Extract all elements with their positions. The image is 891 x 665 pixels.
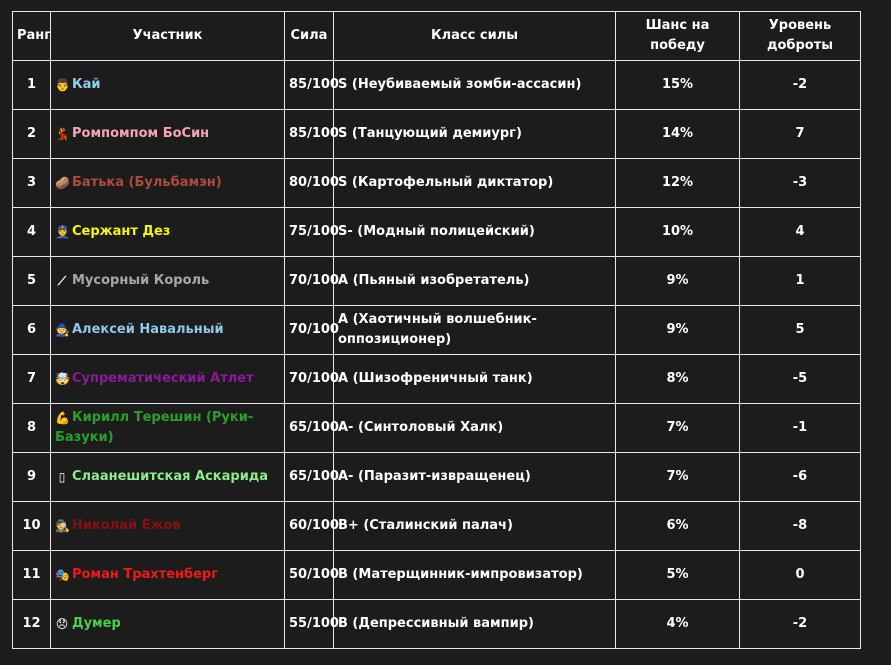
win-chance-cell: 15% bbox=[616, 61, 740, 110]
participant-name: Алексей Навальный bbox=[72, 322, 224, 337]
win-chance-cell: 5% bbox=[616, 551, 740, 600]
power-cell: 70/100 bbox=[285, 355, 334, 404]
power-class-cell: A (Шизофреничный танк) bbox=[334, 355, 616, 404]
win-chance-cell: 8% bbox=[616, 355, 740, 404]
participant-name: Мусорный Король bbox=[72, 273, 210, 288]
table-row bbox=[13, 600, 861, 649]
participant-cell bbox=[51, 257, 285, 306]
rank-cell: 4 bbox=[13, 208, 51, 257]
participant-name: Батька (Бульбамэн) bbox=[72, 175, 222, 190]
rank-cell: 10 bbox=[13, 502, 51, 551]
rank-cell: 3 bbox=[13, 159, 51, 208]
dancer-icon: 💃 bbox=[55, 127, 70, 141]
table-header-row bbox=[13, 12, 861, 61]
power-cell: 65/100 bbox=[285, 404, 334, 453]
table-row bbox=[13, 306, 861, 355]
power-class-cell: S- (Модный полицейский) bbox=[334, 208, 616, 257]
power-cell: 85/100 bbox=[285, 61, 334, 110]
table-row bbox=[13, 159, 861, 208]
table-row bbox=[13, 551, 861, 600]
participant-name: Кирилл Терешин (Руки-Базуки) bbox=[55, 410, 254, 445]
participant-name: Супрематический Атлет bbox=[72, 371, 254, 386]
win-chance-cell: 7% bbox=[616, 453, 740, 502]
win-chance-cell: 7% bbox=[616, 404, 740, 453]
power-cell: 70/100 bbox=[285, 306, 334, 355]
table-row bbox=[13, 502, 861, 551]
participant-name: Николай Ежов bbox=[72, 518, 181, 533]
participant-name: Кай bbox=[72, 77, 101, 92]
person-icon: 👨 bbox=[55, 78, 70, 92]
potato-icon: 🥔 bbox=[55, 176, 70, 190]
table-row bbox=[13, 61, 861, 110]
power-cell: 55/100 bbox=[285, 600, 334, 649]
kindness-cell: 1 bbox=[740, 257, 861, 306]
header-kindness: Уровень доброты bbox=[740, 12, 861, 61]
participant-cell bbox=[51, 502, 285, 551]
kindness-cell: -5 bbox=[740, 355, 861, 404]
kindness-cell: -2 bbox=[740, 600, 861, 649]
kindness-cell: -1 bbox=[740, 404, 861, 453]
participant-name: Слаанешитская Аскарида bbox=[72, 469, 269, 484]
rank-cell: 11 bbox=[13, 551, 51, 600]
kindness-cell: -3 bbox=[740, 159, 861, 208]
rank-cell: 2 bbox=[13, 110, 51, 159]
power-cell: 85/100 bbox=[285, 110, 334, 159]
participant-cell bbox=[51, 600, 285, 649]
participant-cell bbox=[51, 453, 285, 502]
participant-cell bbox=[51, 208, 285, 257]
power-class-cell: B (Матерщинник-импровизатор) bbox=[334, 551, 616, 600]
power-class-cell: A- (Синтоловый Халк) bbox=[334, 404, 616, 453]
ranking-table bbox=[12, 11, 861, 649]
power-class-cell: S (Картофельный диктатор) bbox=[334, 159, 616, 208]
participant-cell bbox=[51, 159, 285, 208]
table-row bbox=[13, 208, 861, 257]
rank-cell: 8 bbox=[13, 404, 51, 453]
kindness-cell: -6 bbox=[740, 453, 861, 502]
kindness-cell: 7 bbox=[740, 110, 861, 159]
participant-name: Роман Трахтенберг bbox=[72, 567, 219, 582]
power-class-cell: S (Танцующий демиург) bbox=[334, 110, 616, 159]
header-rank: Ранг bbox=[13, 12, 51, 61]
power-cell: 65/100 bbox=[285, 453, 334, 502]
power-class-cell: B (Депрессивный вампир) bbox=[334, 600, 616, 649]
win-chance-cell: 12% bbox=[616, 159, 740, 208]
participant-cell bbox=[51, 355, 285, 404]
table-row bbox=[13, 355, 861, 404]
officer-icon: 🕵 bbox=[55, 519, 70, 533]
sad-face-icon: 😞 bbox=[55, 617, 69, 631]
participant-cell bbox=[51, 551, 285, 600]
win-chance-cell: 9% bbox=[616, 257, 740, 306]
win-chance-cell: 6% bbox=[616, 502, 740, 551]
wand-icon: ⟋ bbox=[57, 274, 67, 288]
participant-cell bbox=[51, 110, 285, 159]
rank-cell: 1 bbox=[13, 61, 51, 110]
win-chance-cell: 9% bbox=[616, 306, 740, 355]
header-power-class: Класс силы bbox=[334, 12, 616, 61]
power-cell: 70/100 bbox=[285, 257, 334, 306]
kindness-cell: -2 bbox=[740, 61, 861, 110]
kindness-cell: 5 bbox=[740, 306, 861, 355]
kindness-cell: 4 bbox=[740, 208, 861, 257]
participant-name: Ромпомпом БоСин bbox=[72, 126, 210, 141]
muscle-icon: 💪 bbox=[55, 411, 70, 425]
power-cell: 50/100 bbox=[285, 551, 334, 600]
police-icon: 👮 bbox=[55, 225, 70, 239]
header-participant: Участник bbox=[51, 12, 285, 61]
power-class-cell: A (Хаотичный волшебник-оппозиционер) bbox=[334, 306, 616, 355]
brain-icon: 🤯 bbox=[55, 372, 70, 386]
kindness-cell: -8 bbox=[740, 502, 861, 551]
power-class-cell: B+ (Сталинский палач) bbox=[334, 502, 616, 551]
missing-glyph-icon: ▯ bbox=[58, 470, 66, 484]
header-power: Сила bbox=[285, 12, 334, 61]
participant-cell bbox=[51, 404, 285, 453]
theater-masks-icon: 🎭 bbox=[55, 568, 70, 582]
rank-cell: 5 bbox=[13, 257, 51, 306]
participant-name: Сержант Дез bbox=[72, 224, 171, 239]
rank-cell: 12 bbox=[13, 600, 51, 649]
power-class-cell: S (Неубиваемый зомби-ассасин) bbox=[334, 61, 616, 110]
table-row bbox=[13, 257, 861, 306]
mage-icon: 🧙 bbox=[55, 323, 70, 337]
header-win-chance: Шанс на победу bbox=[616, 12, 740, 61]
rank-cell: 9 bbox=[13, 453, 51, 502]
participant-cell bbox=[51, 61, 285, 110]
rank-cell: 7 bbox=[13, 355, 51, 404]
table-row bbox=[13, 453, 861, 502]
participant-name: Думер bbox=[72, 616, 121, 631]
participant-cell bbox=[51, 306, 285, 355]
power-cell: 75/100 bbox=[285, 208, 334, 257]
power-cell: 60/100 bbox=[285, 502, 334, 551]
rank-cell: 6 bbox=[13, 306, 51, 355]
table-row bbox=[13, 404, 861, 453]
table-row bbox=[13, 110, 861, 159]
power-cell: 80/100 bbox=[285, 159, 334, 208]
win-chance-cell: 4% bbox=[616, 600, 740, 649]
win-chance-cell: 14% bbox=[616, 110, 740, 159]
power-class-cell: A- (Паразит-извращенец) bbox=[334, 453, 616, 502]
power-class-cell: A (Пьяный изобретатель) bbox=[334, 257, 616, 306]
kindness-cell: 0 bbox=[740, 551, 861, 600]
win-chance-cell: 10% bbox=[616, 208, 740, 257]
